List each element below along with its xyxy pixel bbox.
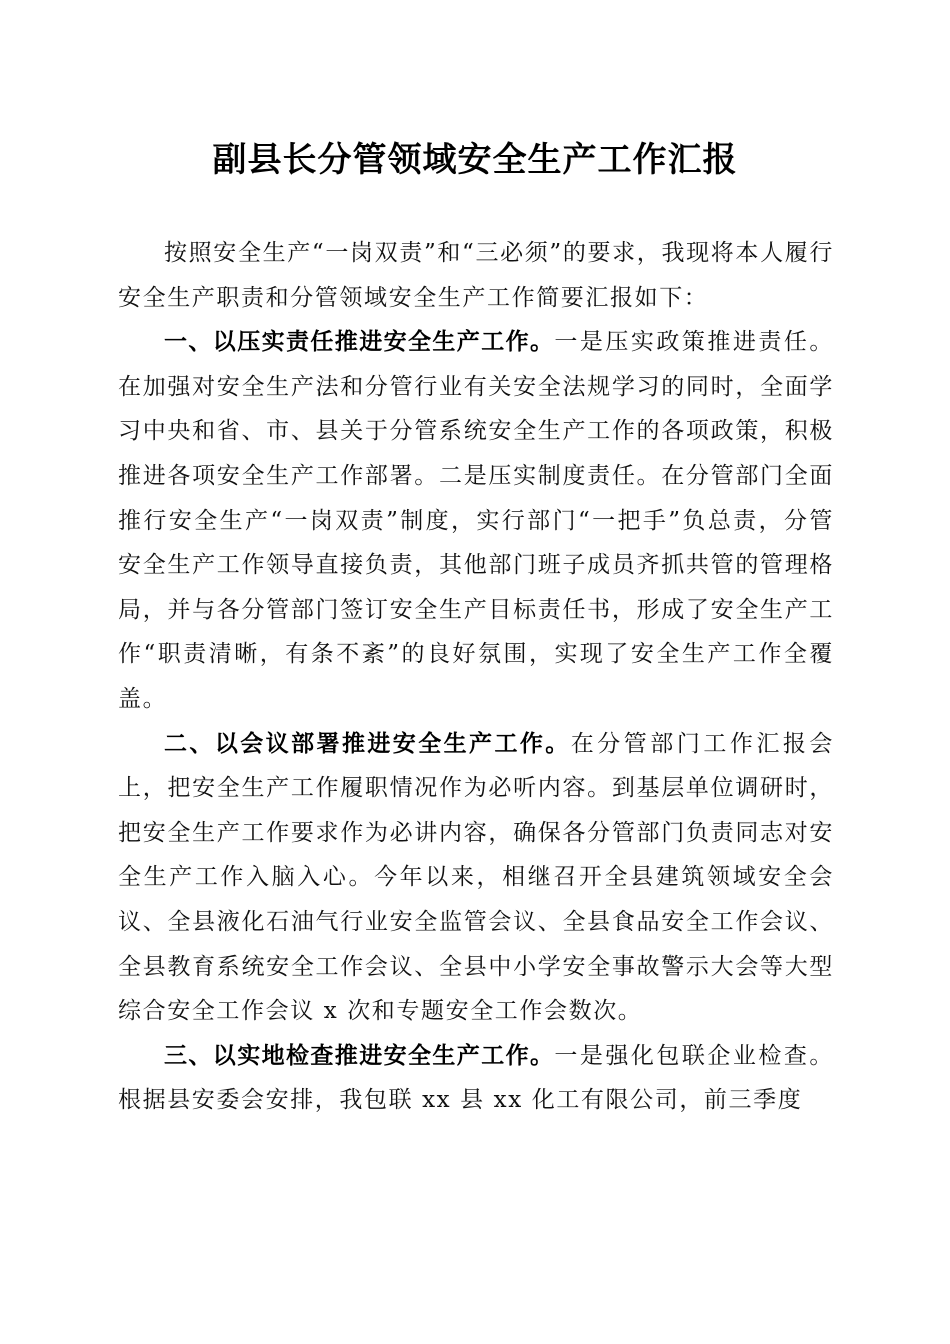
section-2-body: 在分管部门工作汇报会上，把安全生产工作履职情况作为必听内容。到基层单位调研时，把安全生产工作要求作为必讲内容，确保各分管部门负责同志对安全生产工作入脑入心。今年以来，相继召开全县建筑领域安全会议、全县液化石油气行业安全监管会议、全县食品安全工作会议、全县教育系统安全工作会议、全县中小学安全事故警示大会等大型综合安全工作会议 x 次和专题安全工作会数次。 (118, 730, 835, 1025)
document-title: 副县长分管领域安全生产工作汇报 (212, 140, 738, 180)
document-body (118, 231, 834, 1123)
section-1-heading: 一、以压实责任推进安全生产工作。 (164, 329, 555, 356)
section-2-paragraph (118, 722, 834, 1034)
section-3-body: 一是强化包联企业检查。根据县安委会安排，我包联 xx 县 xx 化工有限公司，前三季度 (118, 1042, 835, 1114)
section-3-heading: 三、以实地检查推进安全生产工作。 (164, 1042, 555, 1069)
section-1-body: 一是压实政策推进责任。在加强对安全生产法和分管行业有关安全法规学习的同时，全面学习中央和省、市、县关于分管系统安全生产工作的各项政策，积极推进各项安全生产工作部署。二是压实制度责任。在分管部门全面推行安全生产“一岗双责”制度，实行部门“一把手”负总责，分管安全生产工作领导直接负责，其他部门班子成员齐抓共管的管理格局，并与各分管部门签订安全生产目标责任书，形成了安全生产工作“职责清晰，有条不紊”的良好氛围，实现了安全生产工作全覆盖。 (118, 329, 835, 712)
section-2-heading: 二、以会议部署推进安全生产工作。 (164, 730, 571, 757)
section-1-paragraph (118, 320, 834, 721)
intro-paragraph: 按照安全生产“一岗双责”和“三必须”的要求，我现将本人履行安全生产职责和分管领域安全生产工作简要汇报如下： (118, 240, 834, 311)
section-3-paragraph (118, 1034, 834, 1123)
